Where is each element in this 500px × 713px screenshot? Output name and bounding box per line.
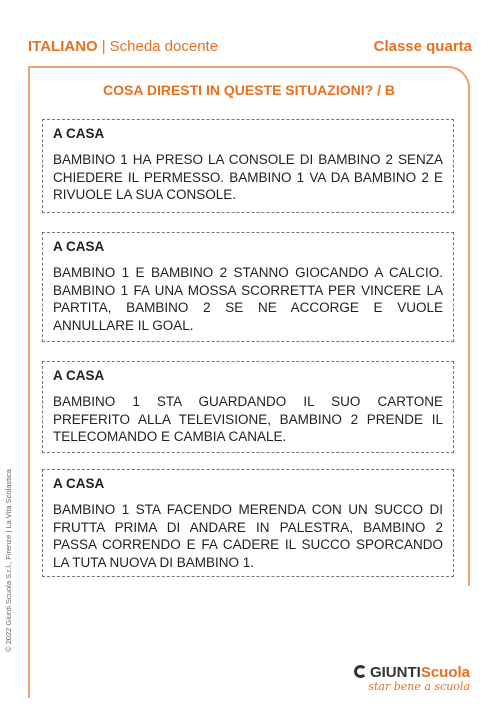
logo-wordmark (354, 664, 470, 681)
card-text: BAMBINO 1 STA GUARDANDO IL SUO CARTONE PREFERITO ALLA TELEVISIONE, BAMBINO 2 PRENDE IL TELECOMANDO E CAMBIA CANALE. (53, 394, 443, 444)
header-left (28, 38, 218, 55)
situation-card-4 (42, 469, 454, 577)
grade-label: Classe quarta (373, 38, 472, 55)
card-heading: A CASA (53, 368, 105, 383)
card-heading: A CASA (53, 476, 105, 491)
header-separator: | (101, 38, 106, 55)
logo-tagline: star bene a scuola (368, 680, 470, 693)
card-text: BAMBINO 1 HA PRESO LA CONSOLE DI BAMBINO 2 SENZA CHIEDERE IL PERMESSO. BAMBINO 1 VA DA BAMBINO 2 E RIVUOLE LA SUA CONSOLE. (53, 152, 443, 202)
copyright-notice: © 2022 Giunti Scuola S.r.l., Firenze | La Vita Scolastica (4, 469, 13, 652)
subject-label: ITALIANO (28, 38, 98, 55)
card-text: BAMBINO 1 E BAMBINO 2 STANNO GIOCANDO A CALCIO. BAMBINO 1 FA UNA MOSSA SCORRETTA PER VINCERE LA PARTITA, BAMBINO 2 SE NE ACCORGE E VUOLE ANNULLARE IL GOAL. (53, 265, 443, 333)
giunti-g-icon (354, 665, 367, 678)
logo-brand: GIUNTI (369, 664, 421, 681)
page-frame-right-edge (468, 86, 470, 586)
situation-card-2 (42, 232, 454, 342)
publisher-logo (354, 664, 470, 693)
sheet-title: COSA DIRESTI IN QUESTE SITUAZIONI? / B (103, 82, 395, 98)
sheet-type-label: Scheda docente (109, 38, 219, 55)
card-heading: A CASA (53, 126, 105, 141)
situation-card-1 (42, 119, 454, 213)
situation-card-3 (42, 361, 454, 453)
page-header (28, 38, 472, 60)
logo-brand-accent: Scuola (420, 664, 470, 681)
card-text: BAMBINO 1 STA FACENDO MERENDA CON UN SUCCO DI FRUTTA PRIMA DI ANDARE IN PALESTRA, BAMBINO 2 PASSA CORRENDO E FA CADERE IL SUCCO SPORCANDO LA TUTA NUOVA DI BAMBINO 1. (53, 502, 443, 570)
card-heading: A CASA (53, 239, 105, 254)
